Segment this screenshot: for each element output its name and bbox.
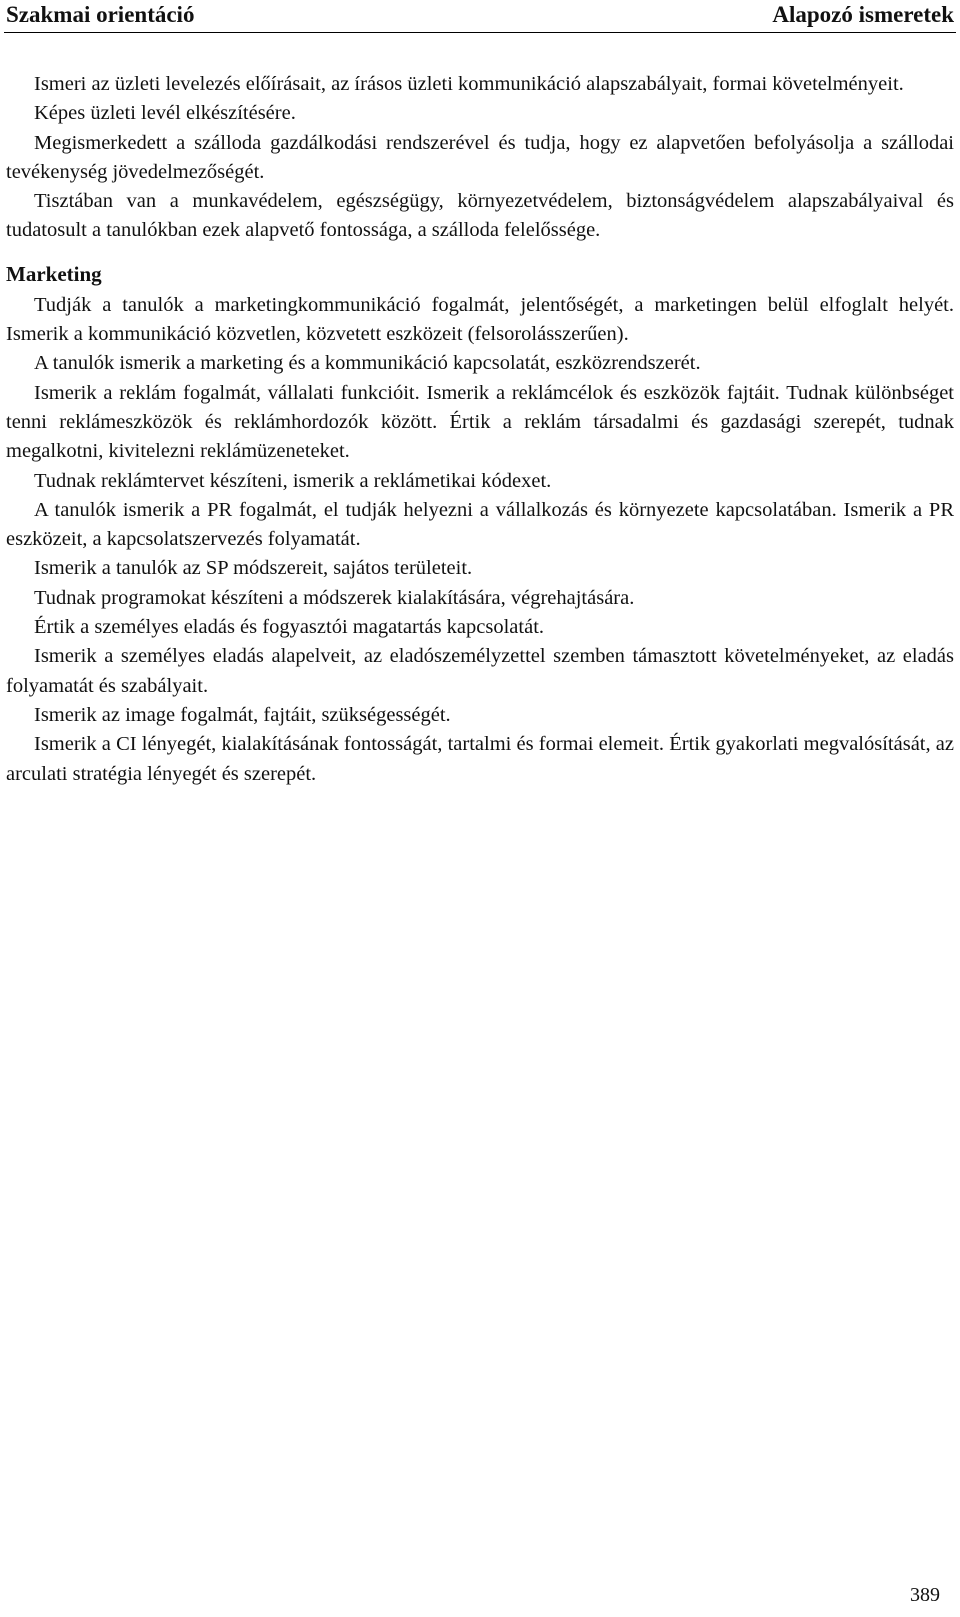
body-paragraph: Ismerik az image fogalmát, fajtáit, szükségességét.	[34, 703, 451, 726]
body-paragraph: Ismerik a reklám fogalmát, vállalati funkcióit. Ismerik a reklámcélok és eszközök fajtáit. Tudnak különbséget tenni reklámeszközök és reklámhordozók között. Értik a reklám társadalmi és gazdasági szerepét, tudnak megalkotni, kivitelezni reklámüzeneteket.	[6, 381, 954, 463]
body-paragraph: Ismeri az üzleti levelezés előírásait, az írásos üzleti kommunikáció alapszabályait, formai követelményeit.	[34, 73, 904, 95]
body-paragraph: Ismerik a személyes eladás alapelveit, az eladószemélyzettel szemben támasztott követelményeket, az eladás folyamatát és szabályait.	[6, 645, 954, 697]
body-paragraph: Képes üzleti levél elkészítésére.	[34, 102, 296, 125]
body-paragraph: Értik a személyes eladás és fogyasztói magatartás kapcsolatát.	[34, 616, 545, 639]
body-paragraph: Ismerik a tanulók az SP módszereit, sajátos területeit.	[34, 557, 473, 580]
body-paragraph: A tanulók ismerik a PR fogalmát, el tudják helyezni a vállalkozás és környezete kapcsolatában. Ismerik a PR eszközeit, a kapcsolatszervezés folyamatát.	[6, 498, 954, 551]
body-paragraph: Ismerik a CI lényegét, kialakításának fontosságát, tartalmi és formai elemeit. Értik gyakorlati megvalósítását, az arculati stratégia lényegét és szerepét.	[6, 733, 954, 785]
body-paragraph: Megismerkedett a szálloda gazdálkodási rendszerével és tudja, hogy ez alapvetően befolyásolja a szállodai tevékenység jövedelmezőségét.	[6, 131, 954, 183]
page-number: 389	[910, 1584, 940, 1606]
body-paragraph: Tudnak programokat készíteni a módszerek kialakítására, végrehajtására.	[34, 586, 635, 609]
body-paragraph: Tisztában van a munkavédelem, egészségügy, környezetvédelem, biztonságvédelem alapszabályaival és tudatosult a tanulókban ezek alapvető fontossága, a szálloda felelőssége.	[6, 190, 954, 242]
body-paragraph: Tudnak reklámtervet készíteni, ismerik a reklámetikai kódexet.	[34, 469, 552, 492]
body-paragraph: A tanulók ismerik a marketing és a kommunikáció kapcsolatát, eszközrendszerét.	[34, 352, 701, 375]
header-title-left: Szakmai orientáció	[6, 2, 195, 27]
page-header	[4, 0, 956, 33]
page-body	[6, 70, 954, 789]
body-paragraph: Tudják a tanulók a marketingkommunikáció fogalmát, jelentőségét, a marketingen belül elfoglalt helyét. Ismerik a kommunikáció közvetlen, közvetett eszközeit (felsorolásszerűen).	[6, 293, 954, 346]
header-title-right: Alapozó ismeretek	[772, 2, 954, 27]
section-heading-marketing: Marketing	[6, 261, 102, 286]
